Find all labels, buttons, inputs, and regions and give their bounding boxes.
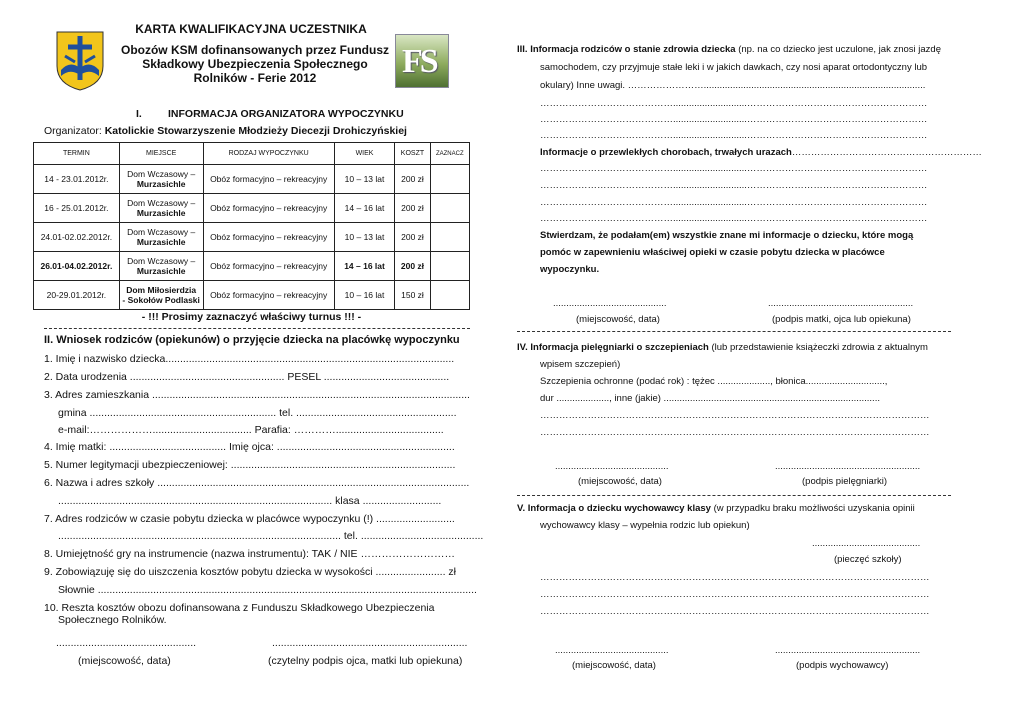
chronic-dots: …………………………………………………… bbox=[791, 147, 982, 158]
organizer-value: Katolickie Stowarzyszenie Młodzieży Diecezji Drohiczyńskiej bbox=[104, 125, 407, 137]
cell-miejsce-2: Murzasichle bbox=[136, 179, 186, 189]
section5-title-line bbox=[517, 503, 915, 515]
class-field[interactable]: .............................................................................................. klasa ........................... bbox=[58, 495, 442, 507]
cell-miejsce bbox=[119, 252, 203, 281]
statement-line-2: pomóc w zapewnieniu właściwej opieki w czasie pobytu dziecka w placówce bbox=[540, 247, 885, 258]
cell-miejsce-2: Murzasichle bbox=[136, 208, 186, 218]
email-parish-field[interactable]: e-mail:……………….................................. Parafia: …………..................................... bbox=[58, 424, 444, 436]
funding-note-1: 10. Reszta kosztów obozu dofinansowana z Funduszu Składkowego Ubezpieczenia bbox=[44, 602, 435, 614]
s5-dots-2[interactable]: …………………………………………………………………………………………………………… bbox=[540, 589, 930, 600]
vaccination-field[interactable]: Szczepienia ochronne (podać rok) : tężec ...................., błonica.............................., bbox=[540, 376, 888, 387]
s5-dots-1[interactable]: …………………………………………………………………………………………………………… bbox=[540, 572, 930, 583]
s3-sign-dots[interactable]: ....................................................... bbox=[768, 298, 914, 309]
cell-termin: 26.01-04.02.2012r. bbox=[34, 252, 120, 281]
cost-field[interactable]: 9. Zobowiązuję się do uiszczenia kosztów pobytu dziecka w wysokości ........................ zł bbox=[44, 566, 457, 578]
cell-koszt: 200 zł bbox=[395, 223, 430, 252]
s5-sign-label: (podpis wychowawcy) bbox=[796, 660, 889, 671]
cell-koszt: 200 zł bbox=[395, 252, 430, 281]
fs-logo bbox=[395, 34, 449, 88]
subtitle-line-1: Obozów KSM dofinansowanych przez Fundusz bbox=[120, 43, 389, 57]
section5-title: V. Informacja o dziecku wychowawcy klasy bbox=[517, 503, 711, 514]
health-dots-2[interactable]: ……………………………………............................………………………………………………… bbox=[540, 114, 928, 125]
subtitle-line-3: Rolników - Ferie 2012 bbox=[193, 71, 317, 85]
s4-sign-label: (podpis pielęgniarki) bbox=[802, 476, 888, 487]
cell-miejsce-2: - Sokołów Podlaski bbox=[122, 295, 200, 305]
cell-zaznacz[interactable] bbox=[430, 194, 469, 223]
cell-termin: 16 - 25.01.2012r. bbox=[34, 194, 120, 223]
section5-line2: wychowawcy klasy – wypełnia rodzic lub opiekun) bbox=[540, 520, 750, 531]
cell-miejsce-2: Murzasichle bbox=[136, 266, 186, 276]
school-stamp-label: (pieczęć szkoły) bbox=[834, 554, 902, 565]
cell-wiek: 10 – 13 lat bbox=[334, 223, 395, 252]
cell-rodzaj: Obóz formacyjno – rekreacyjny bbox=[203, 252, 334, 281]
signature-place-label: (miejscowość, data) bbox=[78, 655, 171, 667]
table-header-row bbox=[34, 143, 470, 165]
s3-sign-label: (podpis matki, ojca lub opiekuna) bbox=[772, 314, 911, 325]
section4-title-rest: (lub przedstawienie książeczki zdrowia z aktualnym bbox=[711, 342, 928, 353]
chronic-dots-2[interactable]: ……………………………………............................………………………………………………… bbox=[540, 180, 928, 191]
cell-koszt: 150 zł bbox=[395, 281, 430, 310]
cell-wiek: 10 – 16 lat bbox=[334, 281, 395, 310]
cell-miejsce-1: Dom Wczasowy – bbox=[127, 256, 196, 266]
organizer-label: Organizator: bbox=[44, 125, 102, 137]
chronic-dots-4[interactable]: ……………………………………............................………………………………………………… bbox=[540, 213, 928, 224]
school-stamp-dots[interactable]: ......................................... bbox=[812, 538, 921, 549]
cell-miejsce bbox=[119, 194, 203, 223]
insurance-number-field[interactable]: 5. Numer legitymacji ubezpieczeniowej: ............................................................................. bbox=[44, 459, 456, 471]
section4-title: IV. Informacja pielęgniarki o szczepieniach bbox=[517, 342, 709, 353]
table-row bbox=[34, 194, 470, 223]
divider bbox=[517, 495, 951, 496]
col-miejsce: MIEJSCE bbox=[119, 143, 203, 165]
address-field[interactable]: 3. Adres zamieszkania ............................................................................................................. bbox=[44, 389, 470, 401]
vaccination-other-field[interactable]: dur ...................., inne (jakie) .................................................................................. bbox=[540, 393, 880, 404]
cell-termin: 14 - 23.01.2012r. bbox=[34, 165, 120, 194]
cell-zaznacz[interactable] bbox=[430, 252, 469, 281]
cost-words-field[interactable]: Słownie .................................................................................................................................. bbox=[58, 584, 477, 596]
parents-address-field[interactable]: 7. Adres rodziców w czasie pobytu dziecka w placówce wypoczynku (!) ........................... bbox=[44, 513, 455, 525]
cell-wiek: 10 – 13 lat bbox=[334, 165, 395, 194]
birthdate-pesel-field[interactable]: 2. Data urodzenia ..................................................... PESEL ........................................... bbox=[44, 371, 450, 383]
cell-miejsce-1: Dom Wczasowy – bbox=[127, 169, 196, 179]
s3-place-label: (miejscowość, data) bbox=[576, 314, 660, 325]
s4-dots-2[interactable]: …………………………………………………………………………………………………………… bbox=[540, 427, 930, 438]
statement-line-1: Stwierdzam, że podałam(em) wszystkie znane mi informacje o dziecku, które mogą bbox=[540, 230, 914, 241]
funding-note-2: Społecznego Rolników. bbox=[58, 614, 167, 626]
s4-place-dots[interactable]: ........................................... bbox=[555, 461, 669, 472]
signature-parent-dots[interactable]: ................................................................... bbox=[272, 637, 468, 649]
col-termin: TERMIN bbox=[34, 143, 120, 165]
section1-number: I. bbox=[136, 108, 142, 120]
cell-zaznacz[interactable] bbox=[430, 223, 469, 252]
cell-rodzaj: Obóz formacyjno – rekreacyjny bbox=[203, 281, 334, 310]
ksm-logo bbox=[55, 30, 105, 90]
section3-title-rest: (np. na co dziecko jest uczulone, jak znosi jazdę bbox=[738, 44, 941, 55]
table-row bbox=[34, 281, 470, 310]
cell-rodzaj: Obóz formacyjno – rekreacyjny bbox=[203, 165, 334, 194]
section3-line2: samochodem, czy przyjmuje stałe leki i w jakich dawkach, czy nosi aparat ortodontyczny lub bbox=[540, 62, 928, 73]
parents-names-field[interactable]: 4. Imię matki: ........................................ Imię ojca: ............................................................. bbox=[44, 441, 455, 453]
cell-miejsce bbox=[119, 165, 203, 194]
parents-tel-field[interactable]: ................................................................................................. tel. .......................................... bbox=[58, 530, 484, 542]
signature-place-dots[interactable]: ................................................ bbox=[56, 637, 197, 649]
form-subtitle bbox=[110, 43, 400, 85]
chronic-label: Informacje o przewlekłych chorobach, trwałych urazach bbox=[540, 147, 792, 158]
table-note: - !!! Prosimy zaznaczyć właściwy turnus !!! - bbox=[141, 311, 362, 323]
cell-termin: 24.01-02.02.2012r. bbox=[34, 223, 120, 252]
cell-zaznacz[interactable] bbox=[430, 165, 469, 194]
cell-miejsce bbox=[119, 281, 203, 310]
divider bbox=[517, 331, 951, 332]
school-field[interactable]: 6. Nazwa i adres szkoły ........................................................................................................... bbox=[44, 477, 470, 489]
subtitle-line-2: Składkowy Ubezpieczenia Społecznego bbox=[142, 57, 368, 71]
section5-title-rest: (w przypadku braku możliwości uzyskania opinii bbox=[713, 503, 915, 514]
cell-miejsce-2: Murzasichle bbox=[136, 237, 186, 247]
s4-sign-dots[interactable]: ....................................................... bbox=[775, 461, 921, 472]
col-wiek: WIEK bbox=[334, 143, 395, 165]
cell-zaznacz[interactable] bbox=[430, 281, 469, 310]
camp-table bbox=[33, 142, 470, 310]
cell-rodzaj: Obóz formacyjno – rekreacyjny bbox=[203, 223, 334, 252]
health-dots-1[interactable]: ……………………………………............................………………………………………………… bbox=[540, 98, 928, 109]
cell-miejsce-1: Dom Wczasowy – bbox=[127, 198, 196, 208]
organizer-line bbox=[44, 125, 407, 138]
child-name-field[interactable]: 1. Imię i nazwisko dziecka................................................................................................... bbox=[44, 353, 455, 365]
cell-miejsce bbox=[119, 223, 203, 252]
form-title: KARTA KWALIFIKACYJNA UCZESTNIKA bbox=[135, 22, 367, 36]
table-row bbox=[34, 252, 470, 281]
section1-title: INFORMACJA ORGANIZATORA WYPOCZYNKU bbox=[168, 108, 404, 120]
s4-place-label: (miejscowość, data) bbox=[578, 476, 662, 487]
section3-line3[interactable]: okulary) Inne uwagi. …………………….................................................................................... bbox=[540, 80, 926, 91]
statement-line-3: wypoczynku. bbox=[540, 264, 600, 275]
s4-dots-1[interactable]: …………………………………………………………………………………………………………… bbox=[540, 410, 930, 421]
s5-place-dots[interactable]: ........................................... bbox=[555, 645, 669, 656]
s5-place-label: (miejscowość, data) bbox=[572, 660, 656, 671]
signature-parent-label: (czytelny podpis ojca, matki lub opiekuna) bbox=[268, 655, 463, 667]
fs-logo-text: FS bbox=[402, 43, 436, 80]
section2-title: II. Wniosek rodziców (opiekunów) o przyjęcie dziecka na placówkę wypoczynku bbox=[44, 334, 460, 346]
cell-miejsce-1: Dom Miłosierdzia bbox=[126, 285, 197, 295]
cell-wiek: 14 – 16 lat bbox=[334, 252, 395, 281]
health-dots-3[interactable]: ……………………………………............................………………………………………………… bbox=[540, 130, 928, 141]
instrument-field[interactable]: 8. Umiejętność gry na instrumencie (nazwa instrumentu): TAK / NIE ……………………… bbox=[44, 548, 455, 560]
cell-wiek: 14 – 16 lat bbox=[334, 194, 395, 223]
chronic-dots-1[interactable]: ……………………………………............................………………………………………………… bbox=[540, 163, 928, 174]
cell-koszt: 200 zł bbox=[395, 165, 430, 194]
col-koszt: KOSZT bbox=[395, 143, 430, 165]
table-row bbox=[34, 223, 470, 252]
gmina-tel-field[interactable]: gmina ................................................................ tel. ....................................................... bbox=[58, 407, 457, 419]
cell-miejsce-1: Dom Wczasowy – bbox=[127, 227, 196, 237]
section3-title-line bbox=[517, 44, 941, 56]
section4-title-line bbox=[517, 342, 928, 354]
cell-koszt: 200 zł bbox=[395, 194, 430, 223]
cell-rodzaj: Obóz formacyjno – rekreacyjny bbox=[203, 194, 334, 223]
cell-termin: 20-29.01.2012r. bbox=[34, 281, 120, 310]
chronic-dots-3[interactable]: ……………………………………............................………………………………………………… bbox=[540, 197, 928, 208]
divider bbox=[44, 328, 470, 329]
s5-sign-dots[interactable]: ....................................................... bbox=[775, 645, 921, 656]
col-zaznacz: ZAZNACZ bbox=[430, 143, 469, 165]
s3-place-dots[interactable]: ........................................... bbox=[553, 298, 667, 309]
section3-title: III. Informacja rodziców o stanie zdrowia dziecka bbox=[517, 44, 736, 55]
chronic-line[interactable] bbox=[540, 147, 982, 159]
s5-dots-3[interactable]: …………………………………………………………………………………………………………… bbox=[540, 606, 930, 617]
col-rodzaj: RODZAJ WYPOCZYNKU bbox=[203, 143, 334, 165]
table-row bbox=[34, 165, 470, 194]
section4-line2: wpisem szczepień) bbox=[540, 359, 621, 370]
